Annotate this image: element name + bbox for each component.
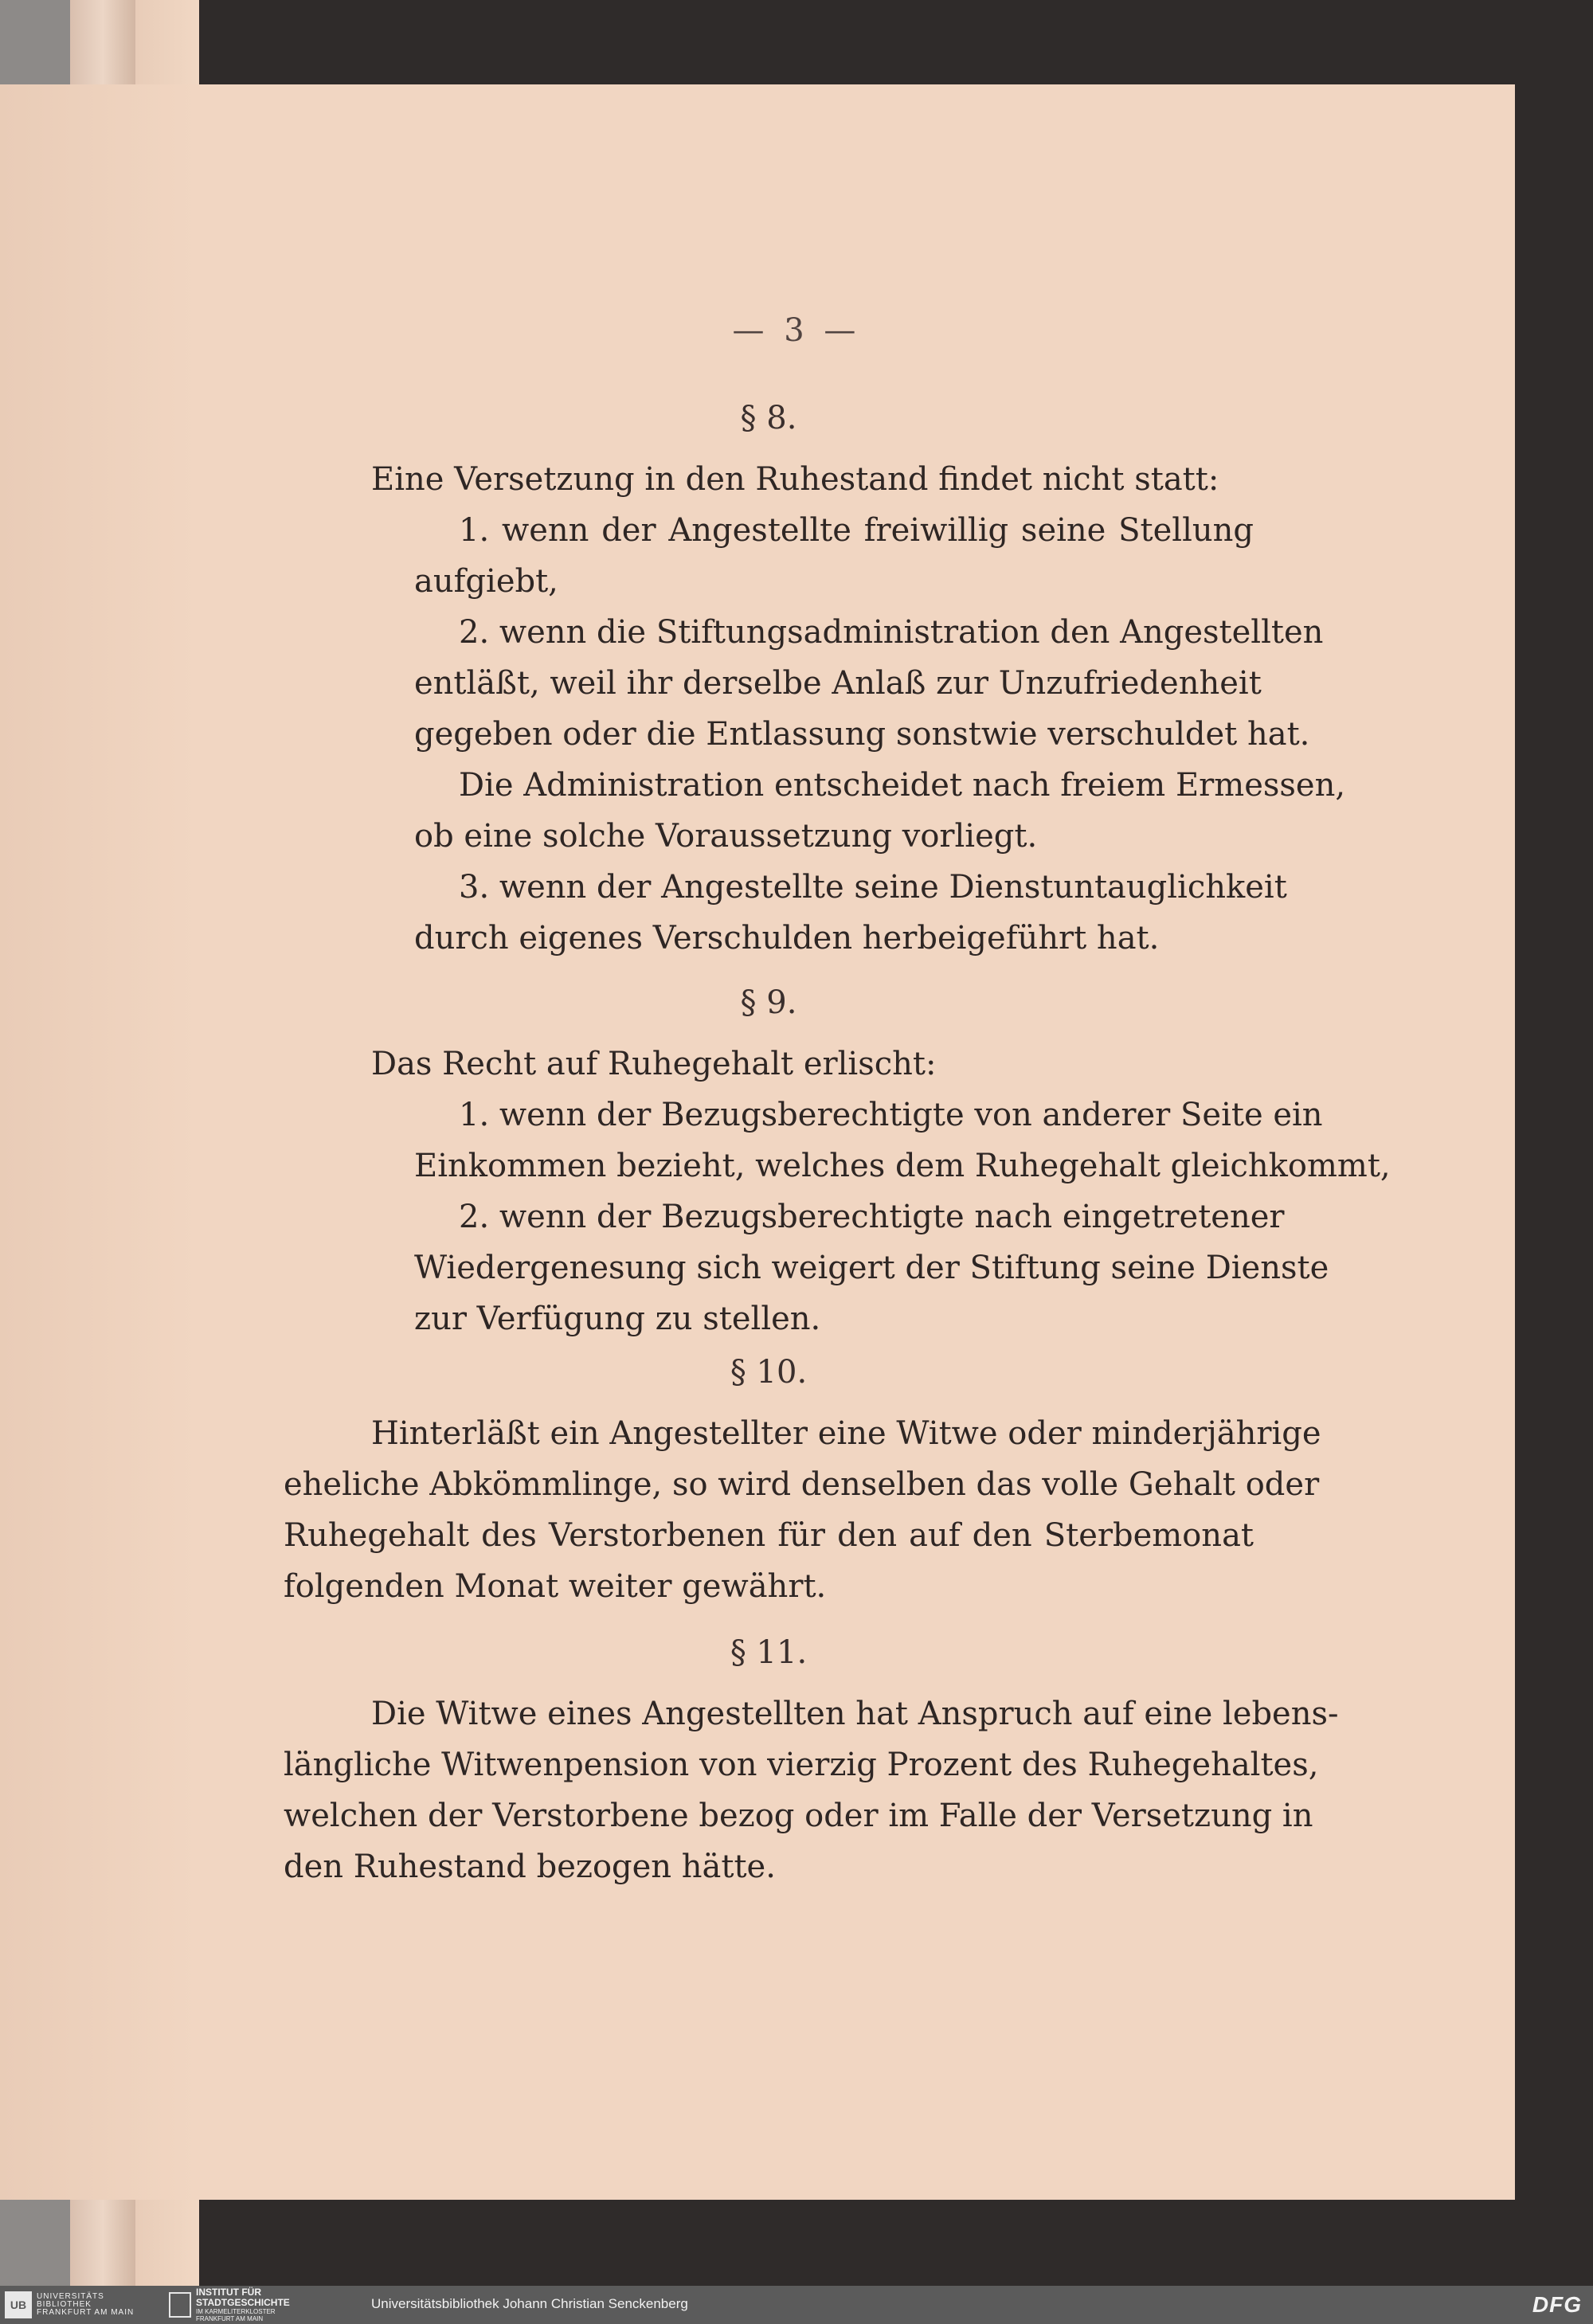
section-10-line: Ruhegehalt des Verstorbenen für den auf den Sterbemonat [284, 1517, 1254, 1554]
section-heading-9: § 9. [740, 984, 797, 1021]
section-9-line: 1. wenn der Bezugsberechtigte von anderer Seite ein [459, 1097, 1323, 1133]
institute-logo-icon [169, 2292, 191, 2318]
section-8-line: 2. wenn die Stiftungsadministration den Angestellten [459, 614, 1324, 651]
section-8-line: aufgiebt, [414, 563, 558, 600]
section-9-line: 2. wenn der Bezugsberechtigte nach eingetretener [459, 1199, 1285, 1235]
section-10-line: eheliche Abkömmlinge, so wird denselben das volle Gehalt oder [284, 1466, 1320, 1503]
institute-logo-line: INSTITUT FÜR [196, 2287, 261, 2298]
institute-logo-line: IM KARMELITERKLOSTER [196, 2308, 276, 2315]
section-10-line: Hinterläßt ein Angestellter eine Witwe oder minderjährige [371, 1415, 1321, 1452]
section-heading-11: § 11. [730, 1634, 808, 1671]
section-8-line: 1. wenn der Angestellte freiwillig seine Stellung [459, 512, 1254, 549]
section-8-line: entläßt, weil ihr derselbe Anlaß zur Unzufriedenheit [414, 665, 1262, 702]
ub-logo-line: UNIVERSITÄTS [37, 2292, 104, 2301]
library-name-link[interactable]: Universitätsbibliothek Johann Christian Senckenberg [371, 2296, 688, 2311]
dfg-logo[interactable]: DFG [1532, 2292, 1582, 2317]
institute-logo-line: FRANKFURT AM MAIN [196, 2315, 264, 2322]
ub-logo-line: FRANKFURT AM MAIN [37, 2308, 135, 2317]
section-9-line: Einkommen bezieht, welches dem Ruhegehalt gleichkommt, [414, 1148, 1391, 1184]
section-8-line: ob eine solche Voraussetzung vorliegt. [414, 818, 1038, 855]
section-11-line: längliche Witwenpension von vierzig Prozent des Ruhegehaltes, [284, 1747, 1319, 1783]
institute-logo[interactable] [169, 2287, 290, 2322]
section-11-line: Die Witwe eines Angestellten hat Anspruch auf eine lebens- [371, 1696, 1339, 1732]
section-11-line: den Ruhestand bezogen hätte. [284, 1849, 776, 1885]
section-8-line: gegeben oder die Entlassung sonstwie verschuldet hat. [414, 716, 1310, 753]
section-9-line: Wiedergenesung sich weigert der Stiftung seine Dienste [414, 1250, 1329, 1286]
ub-logo[interactable] [5, 2291, 134, 2318]
ub-logo-mark: UB [5, 2291, 32, 2318]
section-9-line: zur Verfügung zu stellen. [414, 1301, 821, 1337]
page-number: — 3 — [732, 312, 861, 349]
viewer-footer [0, 2286, 1593, 2324]
section-11-line: welchen der Verstorbene bezog oder im Falle der Versetzung in [284, 1798, 1313, 1834]
institute-logo-line: STADTGESCHICHTE [196, 2297, 290, 2308]
section-heading-8: § 8. [740, 400, 797, 436]
ub-logo-line: BIBLIOTHEK [37, 2300, 92, 2309]
section-8-line: Eine Versetzung in den Ruhestand findet nicht statt: [371, 461, 1219, 498]
section-heading-10: § 10. [730, 1354, 808, 1391]
section-8-line: durch eigenes Verschulden herbeigeführt hat. [414, 920, 1160, 957]
section-8-line: 3. wenn der Angestellte seine Dienstuntauglichkeit [459, 869, 1287, 906]
section-8-line: Die Administration entscheidet nach freiem Ermessen, [459, 767, 1346, 804]
section-9-line: Das Recht auf Ruhegehalt erlischt: [371, 1046, 937, 1082]
section-10-line: folgenden Monat weiter gewährt. [284, 1568, 827, 1605]
